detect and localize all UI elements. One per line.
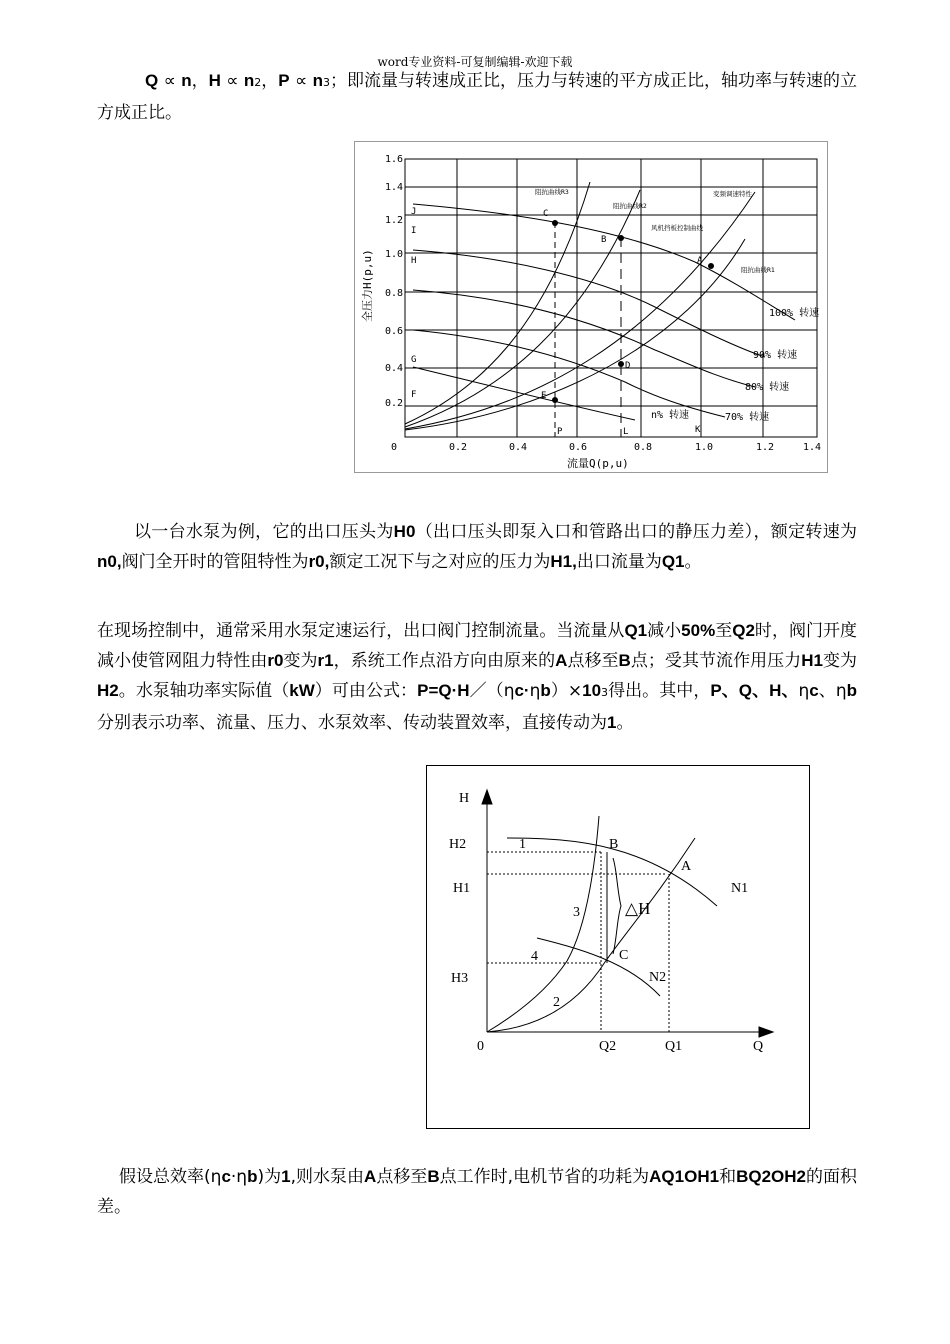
label-c: C — [619, 948, 629, 963]
point-b — [618, 235, 624, 241]
label-p: P — [557, 427, 563, 437]
curve-r2 — [405, 190, 640, 427]
x-tick: 0.2 — [449, 442, 468, 453]
label-h: H — [459, 791, 470, 806]
curve-n2 — [537, 938, 660, 996]
label-q2: Q2 — [599, 1039, 617, 1054]
label-d: D — [625, 361, 631, 371]
plot-frame — [405, 159, 820, 437]
label-h: H — [411, 256, 417, 266]
label-70-speed: 70% 转速 — [725, 412, 770, 423]
y-tick: 0.6 — [385, 326, 404, 337]
label-f: F — [411, 390, 417, 400]
x-tick: 0.8 — [634, 442, 653, 453]
label-q: Q — [753, 1039, 764, 1054]
label-curve-1: 1 — [519, 837, 526, 852]
curve-n-speed — [413, 367, 635, 420]
figure-throttle-diagram — [426, 765, 810, 1129]
x-axis-label: 流量Q(p,u) — [567, 457, 629, 470]
y-tick: 1.6 — [385, 154, 404, 165]
x-tick: 1.2 — [756, 442, 775, 453]
label-b: B — [601, 235, 607, 245]
label-curve-4: 4 — [531, 949, 538, 964]
paragraph-throttle-control: 在现场控制中，通常采用水泵定速运行，出口阀门控制流量。当流量从Q1减小50%至Q2时，阀门开度减小使管网阻力特性由r0变为r1，系统工作点沿方向由原来的A点移至B点；受其节流作用压力H1变为H2。水泵轴功率实际值（kW）可由公式：P=Q·H／（ηc·ηb）×103得出。其中，P、Q、H、ηc、ηb分别表示功率、流量、压力、水泵效率、传动装置效率，直接传动为1。 — [97, 621, 858, 733]
label-j: J — [411, 207, 417, 217]
label-k: K — [695, 425, 701, 435]
point-e — [552, 397, 558, 403]
label-i: I — [411, 226, 417, 236]
label-h1: H1 — [453, 881, 471, 896]
h-axis-arrow — [482, 790, 492, 804]
q-axis-arrow — [759, 1027, 773, 1037]
fan-characteristic-chart — [355, 142, 827, 472]
annotation-r3: 阻抗曲线R3 — [535, 188, 569, 196]
annotation-r2: 阻抗曲线R2 — [613, 202, 647, 210]
curve-3 — [487, 816, 599, 1032]
label-a: A — [681, 859, 692, 874]
page-header: word专业资料-可复制编辑-欢迎下载 — [377, 55, 573, 69]
label-n1: N1 — [731, 881, 749, 896]
y-tick: 1.4 — [385, 182, 404, 193]
y-tick: 0.4 — [385, 363, 404, 374]
label-c: C — [543, 209, 549, 219]
label-h2: H2 — [449, 837, 467, 852]
delta-h-brace — [613, 858, 621, 954]
y-tick: 1.0 — [385, 249, 404, 260]
x-tick: 0 — [391, 442, 398, 453]
label-curve-3: 3 — [573, 905, 580, 920]
point-d — [618, 361, 624, 367]
paragraph-power-saving: 假设总效率(ηc·ηb)为1,则水泵由A点移至B点工作时,电机节省的功耗为AQ1OH1和BQ2OH2的面积差。 — [97, 1167, 858, 1217]
label-origin: 0 — [477, 1039, 484, 1054]
paragraph-affinity-laws: Q ∝ n，H ∝ n2，P ∝ n3；即流量与转速成正比，压力与转速的平方成正比，轴功率与转速的立方成正比。 — [97, 71, 858, 123]
curve-2 — [487, 838, 695, 1032]
x-tick: 1.0 — [695, 442, 714, 453]
label-q1: Q1 — [665, 1039, 683, 1054]
y-tick: 1.2 — [385, 215, 404, 226]
curve-speed-control — [405, 239, 745, 430]
point-a — [708, 263, 714, 269]
annotation-speed-char: 变频调速特性 — [713, 190, 752, 198]
x-tick: 0.4 — [509, 442, 528, 453]
label-b: B — [609, 837, 619, 852]
throttle-diagram — [427, 766, 809, 1128]
curve-70-speed — [413, 330, 725, 417]
y-tick: 0.2 — [385, 398, 404, 409]
x-tick: 1.4 — [803, 442, 822, 453]
label-a: A — [697, 256, 703, 266]
label-80-speed: 80% 转速 — [745, 382, 790, 393]
label-100-speed: 100% 转速 — [769, 308, 820, 319]
annotation-damper: 风机挡板控制曲线 — [651, 224, 703, 232]
y-axis-label: 全压力H(p,u) — [361, 249, 374, 322]
label-90-speed: 90% 转速 — [753, 350, 798, 361]
label-curve-2: 2 — [553, 995, 560, 1010]
x-tick: 0.6 — [569, 442, 588, 453]
point-c — [552, 220, 558, 226]
y-tick: 0.8 — [385, 288, 404, 299]
label-h3: H3 — [451, 971, 469, 986]
paragraph-pump-example: 以一台水泵为例，它的出口压头为H0（出口压头即泵入口和管路出口的静压力差），额定转速为n0,阀门全开时的管阻特性为r0,额定工况下与之对应的压力为H1,出口流量为Q1。 — [97, 522, 858, 572]
annotation-r1: 阻抗曲线R1 — [741, 266, 775, 274]
label-l: L — [623, 427, 629, 437]
label-delta-h: △H — [625, 899, 651, 918]
label-n2: N2 — [649, 970, 667, 985]
label-g: G — [411, 355, 417, 365]
label-e: E — [541, 391, 547, 401]
curve-80-speed — [413, 290, 755, 387]
figure-fan-characteristic — [354, 141, 828, 473]
label-n-speed: n% 转速 — [651, 410, 690, 421]
